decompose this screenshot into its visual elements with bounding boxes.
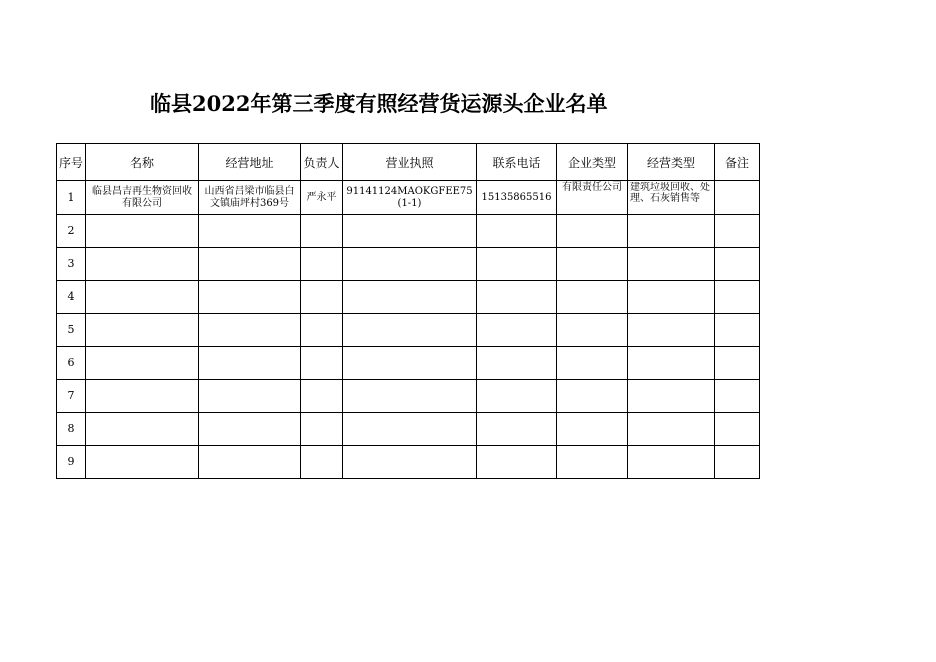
cell-remarks (715, 281, 760, 314)
col-header-company-type: 企业类型 (557, 144, 628, 181)
cell-business-type (628, 248, 715, 281)
cell-license (343, 281, 477, 314)
table-row (57, 248, 760, 281)
cell-phone (477, 380, 557, 413)
cell-seq: 3 (57, 248, 86, 281)
cell-address (199, 314, 301, 347)
cell-phone (477, 215, 557, 248)
table-row (57, 215, 760, 248)
cell-remarks (715, 446, 760, 479)
cell-seq: 5 (57, 314, 86, 347)
cell-license (343, 314, 477, 347)
cell-seq: 7 (57, 380, 86, 413)
cell-business-type (628, 446, 715, 479)
cell-company-type (557, 314, 628, 347)
cell-phone (477, 347, 557, 380)
cell-remarks (715, 413, 760, 446)
cell-remarks (715, 215, 760, 248)
cell-company-type (557, 413, 628, 446)
cell-remarks (715, 314, 760, 347)
cell-seq: 4 (57, 281, 86, 314)
cell-company-type (557, 446, 628, 479)
table-row (57, 347, 760, 380)
cell-phone (477, 248, 557, 281)
cell-name (86, 215, 199, 248)
table-row (57, 413, 760, 446)
cell-business-type (628, 281, 715, 314)
cell-seq: 9 (57, 446, 86, 479)
page-title: 临县2022年第三季度有照经营货运源头企业名单 (150, 91, 608, 116)
cell-manager (301, 248, 343, 281)
cell-license (343, 413, 477, 446)
enterprise-table (56, 143, 760, 479)
cell-name (86, 380, 199, 413)
cell-remarks (715, 347, 760, 380)
cell-manager (301, 347, 343, 380)
cell-company-type (557, 281, 628, 314)
cell-name (86, 281, 199, 314)
cell-name (86, 446, 199, 479)
cell-license (343, 380, 477, 413)
cell-manager (301, 446, 343, 479)
cell-phone (477, 413, 557, 446)
cell-address (199, 248, 301, 281)
table-row (57, 181, 760, 215)
cell-business-type (628, 380, 715, 413)
cell-phone: 15135865516 (477, 181, 557, 215)
cell-license (343, 248, 477, 281)
col-header-manager: 负责人 (301, 144, 343, 181)
cell-phone (477, 314, 557, 347)
cell-manager (301, 380, 343, 413)
cell-name (86, 248, 199, 281)
table-row (57, 446, 760, 479)
cell-business-type (628, 181, 715, 215)
cell-business-type (628, 347, 715, 380)
cell-address (199, 446, 301, 479)
cell-license: 91141124MAOKGFEE75(1-1) (343, 181, 477, 215)
cell-address: 山西省吕梁市临县白文镇庙坪村369号 (199, 181, 301, 215)
cell-address (199, 413, 301, 446)
cell-address (199, 281, 301, 314)
cell-remarks (715, 380, 760, 413)
cell-manager (301, 215, 343, 248)
col-header-seq: 序号 (57, 144, 86, 181)
cell-address (199, 215, 301, 248)
cell-company-type (557, 347, 628, 380)
cell-business-type (628, 215, 715, 248)
cell-license (343, 446, 477, 479)
cell-seq: 1 (57, 181, 86, 215)
cell-address (199, 380, 301, 413)
cell-name (86, 347, 199, 380)
col-header-business-type: 经营类型 (628, 144, 715, 181)
cell-license (343, 215, 477, 248)
cell-phone (477, 281, 557, 314)
col-header-phone: 联系电话 (477, 144, 557, 181)
cell-company-type: 有限责任公司 (557, 181, 628, 215)
cell-manager (301, 314, 343, 347)
table-row (57, 380, 760, 413)
cell-phone (477, 446, 557, 479)
cell-seq: 8 (57, 413, 86, 446)
cell-manager: 严永平 (301, 181, 343, 215)
table-row (57, 314, 760, 347)
cell-business-type (628, 314, 715, 347)
cell-business-type (628, 413, 715, 446)
cell-remarks (715, 248, 760, 281)
cell-address (199, 347, 301, 380)
cell-name: 临县昌吉再生物资回收有限公司 (86, 181, 199, 215)
cell-name (86, 413, 199, 446)
cell-manager (301, 413, 343, 446)
col-header-remarks: 备注 (715, 144, 760, 181)
cell-seq: 6 (57, 347, 86, 380)
cell-company-type (557, 248, 628, 281)
header-row (57, 144, 760, 181)
cell-name (86, 314, 199, 347)
table-row (57, 281, 760, 314)
cell-company-type (557, 215, 628, 248)
cell-license (343, 347, 477, 380)
cell-seq: 2 (57, 215, 86, 248)
col-header-address: 经营地址 (199, 144, 301, 181)
business-type-text: 建筑垃圾回收、处理、石灰销售等 (630, 182, 710, 204)
col-header-name: 名称 (86, 144, 199, 181)
cell-manager (301, 281, 343, 314)
cell-company-type (557, 380, 628, 413)
cell-remarks (715, 181, 760, 215)
col-header-license: 营业执照 (343, 144, 477, 181)
